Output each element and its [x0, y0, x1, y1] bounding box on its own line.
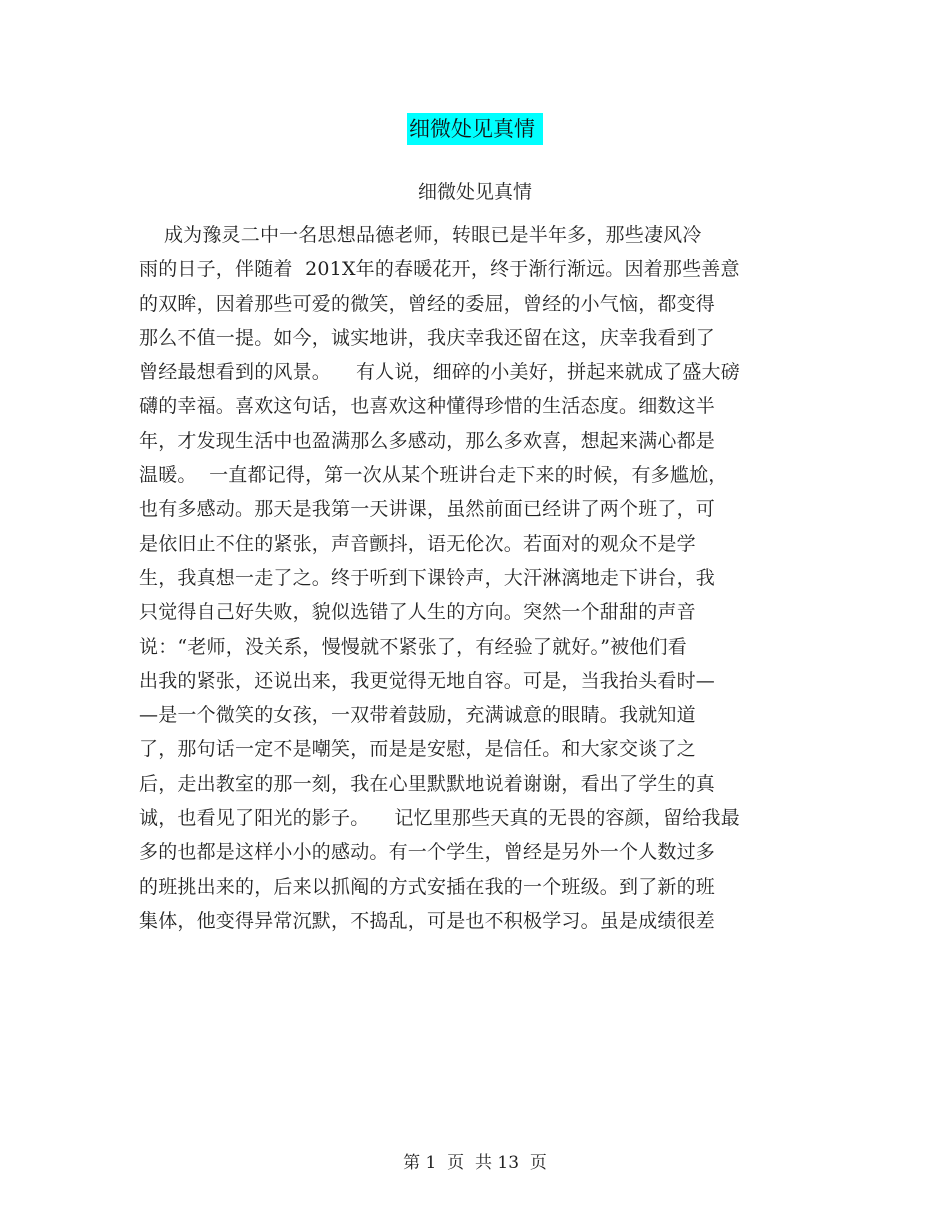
text-line: 集体，他变得异常沉默，不捣乱，可是也不积极学习。虽是成绩很差: [139, 909, 716, 932]
text-line: 生，我真想一走了之。终于听到下课铃声，大汗淋漓地走下讲台，我: [139, 566, 716, 589]
text-line: 也有多感动。那天是我第一天讲课，虽然前面已经讲了两个班了，可: [139, 498, 716, 521]
text-line: 曾经最想看到的风景。 有人说，细碎的小美好，拼起来就成了盛大磅: [139, 361, 740, 384]
text-line: —是一个微笑的女孩，一双带着鼓励，充满诚意的眼睛。我就知道: [139, 704, 696, 727]
text-line: 的双眸，因着那些可爱的微笑，曾经的委屈，曾经的小气恼，都变得: [139, 292, 716, 315]
text-line: 只觉得自己好失败，貌似选错了人生的方向。突然一个甜甜的声音: [139, 601, 696, 624]
text-line: 雨的日子，伴随着 201X年的春暖花开，终于渐行渐远。因着那些善意: [139, 258, 740, 281]
text-line: 是依旧止不住的紧张，声音颤抖，语无伦次。若面对的观众不是学: [139, 532, 696, 555]
text-line: 出我的紧张，还说出来，我更觉得无地自容。可是，当我抬头看时—: [139, 669, 716, 692]
text-line: 诚，也看见了阳光的影子。 记忆里那些天真的无畏的容颜，留给我最: [139, 807, 740, 830]
text-line: 多的也都是这样小小的感动。有一个学生，曾经是另外一个人数过多: [139, 841, 716, 864]
text-line: 了，那句话一定不是嘲笑，而是是安慰，是信任。和大家交谈了之: [139, 738, 696, 761]
document-subtitle: 细微处见真情: [417, 181, 532, 203]
page-number: 第 1 页 共 13 页: [403, 1153, 547, 1173]
body-text: [139, 218, 779, 938]
text-line: 后，走出教室的那一刻，我在心里默默地说着谢谢，看出了学生的真: [139, 772, 716, 795]
text-line: 成为豫灵二中一名思想品德老师，转眼已是半年多，那些凄风冷: [139, 224, 702, 246]
document-heading: 细微处见真情: [407, 113, 543, 145]
text-line: 的班挑出来的，后来以抓阄的方式安插在我的一个班级。到了新的班: [139, 875, 716, 898]
heading-container: [0, 113, 950, 145]
text-line: 礴的幸福。喜欢这句话，也喜欢这种懂得珍惜的生活态度。细数这半: [139, 395, 716, 418]
text-line: 那么不值一提。如今，诚实地讲，我庆幸我还留在这，庆幸我看到了: [139, 326, 716, 349]
text-line: 年，才发现生活中也盈满那么多感动，那么多欢喜，想起来满心都是: [139, 429, 716, 452]
text-line: 温暖。 一直都记得，第一次从某个班讲台走下来的时候，有多尴尬，: [139, 464, 728, 487]
text-line: 说：“老师，没关系，慢慢就不紧张了，有经验了就好。”被他们看: [139, 635, 687, 658]
